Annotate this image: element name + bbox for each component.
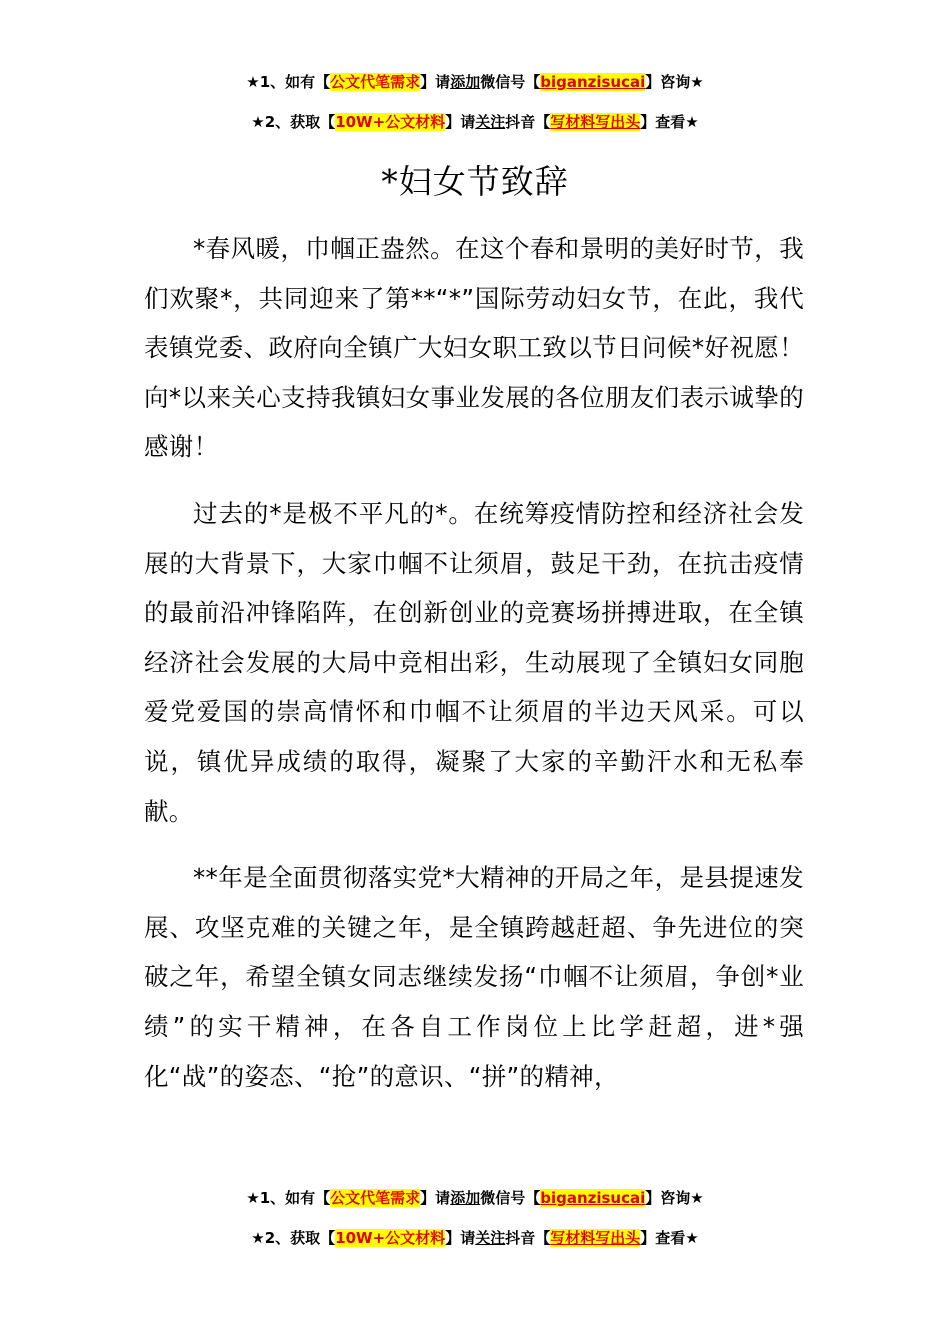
- bottom-banner-line-1: [0, 1187, 950, 1209]
- bottom-banner-line-2: [0, 1227, 950, 1249]
- banner-douyin-id: 写材料写出头: [550, 113, 641, 131]
- top-banner-line-2: [0, 111, 950, 133]
- banner-emphasis: 添加: [450, 1189, 481, 1207]
- banner-douyin-id: 写材料写出头: [550, 1229, 641, 1247]
- document-title: *妇女节致辞: [381, 162, 569, 201]
- document-body: [144, 224, 804, 1118]
- banner-text: 】请: [420, 1189, 451, 1207]
- banner-text: 】请: [445, 113, 476, 131]
- banner-highlight: 10W+公文材料: [335, 113, 446, 131]
- paragraph: **年是全面贯彻落实党*大精神的开局之年，是县提速发展、攻坚克难的关键之年，是全镇跨越赶超、争先进位的突破之年，希望全镇女同志继续发扬“巾帼不让须眉，争创*业绩”的实干精神，在各自工作岗位上比学赶超，进*强化“战”的姿态、“抢”的意识、“拼”的精神，: [144, 863, 804, 1091]
- paragraph: *春风暖，巾帼正盎然。在这个春和景明的美好时节，我们欢聚*，共同迎来了第**“*”国际劳动妇女节，在此，我代表镇党委、政府向全镇广大妇女职工致以节日问候*好祝愿！向*以来关心支持我镇妇女事业发展的各位朋友们表示诚挚的感谢！: [144, 234, 804, 462]
- banner-text: 】咨询★: [645, 73, 704, 91]
- banner-emphasis: 添加: [450, 73, 481, 91]
- banner-text: ★2、获取【: [251, 113, 336, 131]
- banner-text: 微信号【: [480, 1189, 541, 1207]
- banner-text: 抖音【: [505, 113, 551, 131]
- banner-text: 】查看★: [640, 113, 699, 131]
- banner-text: ★1、如有【: [246, 1189, 331, 1207]
- banner-text: ★2、获取【: [251, 1229, 336, 1247]
- banner-highlight: 公文代笔需求: [330, 73, 421, 91]
- top-banner-line-1: [0, 71, 950, 93]
- banner-text: 】请: [420, 73, 451, 91]
- banner-wechat-id: biganzisucai: [540, 73, 646, 91]
- banner-text: 微信号【: [480, 73, 541, 91]
- paragraph: 过去的*是极不平凡的*。在统筹疫情防控和经济社会发展的大背景下，大家巾帼不让须眉，鼓足干劲，在抗击疫情的最前沿冲锋陷阵，在创新创业的竞赛场拼搏进取，在全镇经济社会发展的大局中竞相出彩，生动展现了全镇妇女同胞爱党爱国的崇高情怀和巾帼不让须眉的半边天风采。可以说，镇优异成绩的取得，凝聚了大家的辛勤汗水和无私奉献。: [144, 498, 804, 826]
- banner-emphasis: 关注: [475, 1229, 506, 1247]
- banner-wechat-id: biganzisucai: [540, 1189, 646, 1207]
- banner-text: ★1、如有【: [246, 73, 331, 91]
- banner-text: 】查看★: [640, 1229, 699, 1247]
- banner-emphasis: 关注: [475, 113, 506, 131]
- banner-highlight: 10W+公文材料: [335, 1229, 446, 1247]
- banner-text: 】咨询★: [645, 1189, 704, 1207]
- banner-highlight: 公文代笔需求: [330, 1189, 421, 1207]
- banner-text: 】请: [445, 1229, 476, 1247]
- banner-text: 抖音【: [505, 1229, 551, 1247]
